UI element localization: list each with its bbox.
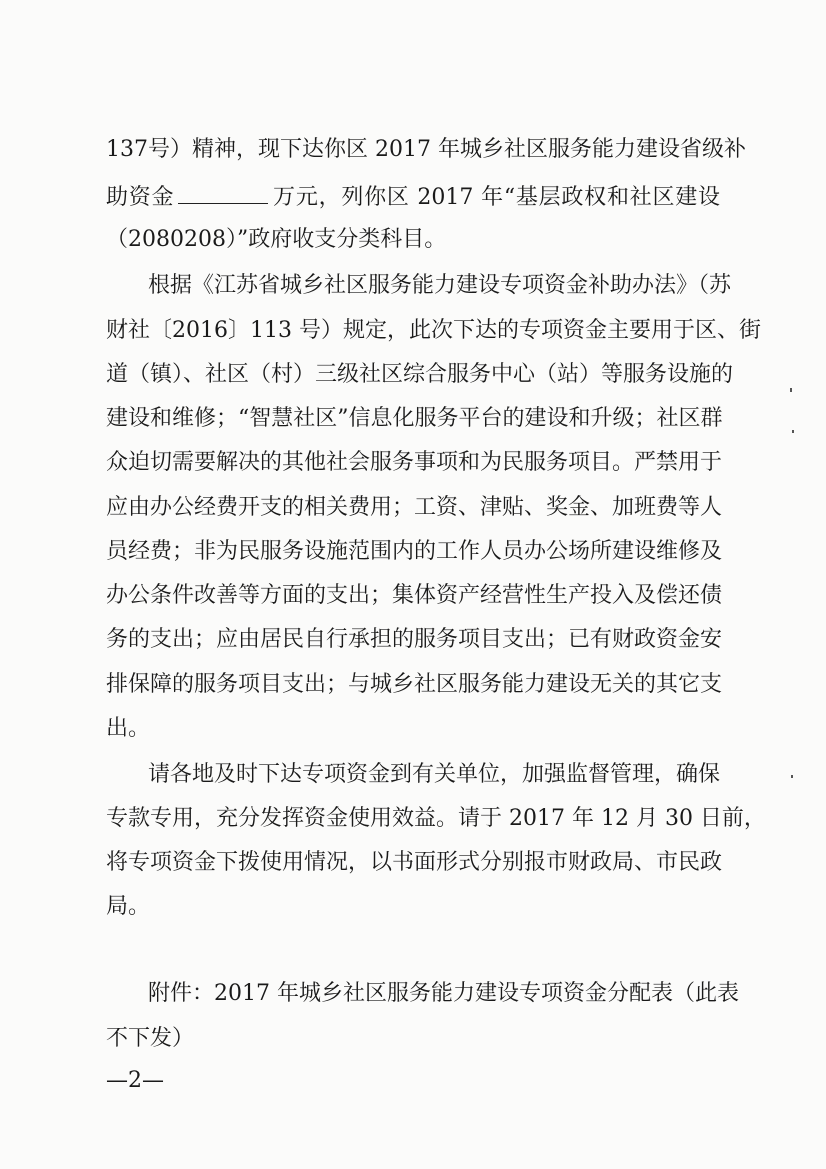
paragraph-start: 请各地及时下达专项资金到有关单位，加强监督管理，确保: [148, 762, 721, 787]
amount-blank: [178, 181, 268, 204]
page-number: —2—: [106, 1068, 164, 1093]
text-line: 财社〔2016〕113 号）规定，此次下达的专项资金主要用于区、街: [106, 318, 761, 343]
text-line-with-blank: [106, 181, 720, 213]
text-line: 应由办公经费开支的相关费用；工资、津贴、奖金、加班费等人: [106, 495, 723, 520]
scan-speck: [792, 430, 794, 433]
text-line: 办公条件改善等方面的支出；集体资产经营性生产投入及偿还债: [106, 583, 723, 608]
text-line: 出。: [106, 716, 151, 741]
text-line: 建设和维修；“智慧社区”信息化服务平台的建设和升级；社区群: [106, 406, 723, 431]
scan-speck: [791, 775, 793, 778]
text-segment: 助资金: [106, 185, 175, 210]
text-line: 137号）精神，现下达你区 2017 年城乡社区服务能力建设省级补: [106, 137, 746, 162]
text-line: （2080208）”政府收支分类科目。: [106, 227, 447, 252]
text-line: 道（镇）、社区（村）三级社区综合服务中心（站）等服务设施的: [106, 362, 734, 387]
text-line: 员经费；非为民服务设施范围内的工作人员办公场所建设维修及: [106, 539, 723, 564]
text-line: 众迫切需要解决的其他社会服务事项和为民服务项目。严禁用于: [106, 450, 723, 475]
text-line: 局。: [106, 894, 151, 919]
attachment-line: 附件：2017 年城乡社区服务能力建设专项资金分配表（此表: [148, 981, 739, 1006]
text-segment: 万元，列你区 2017 年“基层政权和社区建设: [272, 185, 720, 210]
attachment-line: 不下发）: [106, 1026, 195, 1051]
text-line: 务的支出；应由居民自行承担的服务项目支出；已有财政资金安: [106, 627, 723, 652]
scan-speck: [790, 388, 792, 392]
paragraph-start: 根据《江苏省城乡社区服务能力建设专项资金补助办法》（苏: [148, 273, 732, 298]
text-line: 排保障的服务项目支出；与城乡社区服务能力建设无关的其它支: [106, 672, 723, 697]
text-line: 将专项资金下拨使用情况，以书面形式分别报市财政局、市民政: [106, 850, 723, 875]
text-line: 专款专用，充分发挥资金使用效益。请于 2017 年 12 月 30 日前，: [106, 806, 766, 831]
